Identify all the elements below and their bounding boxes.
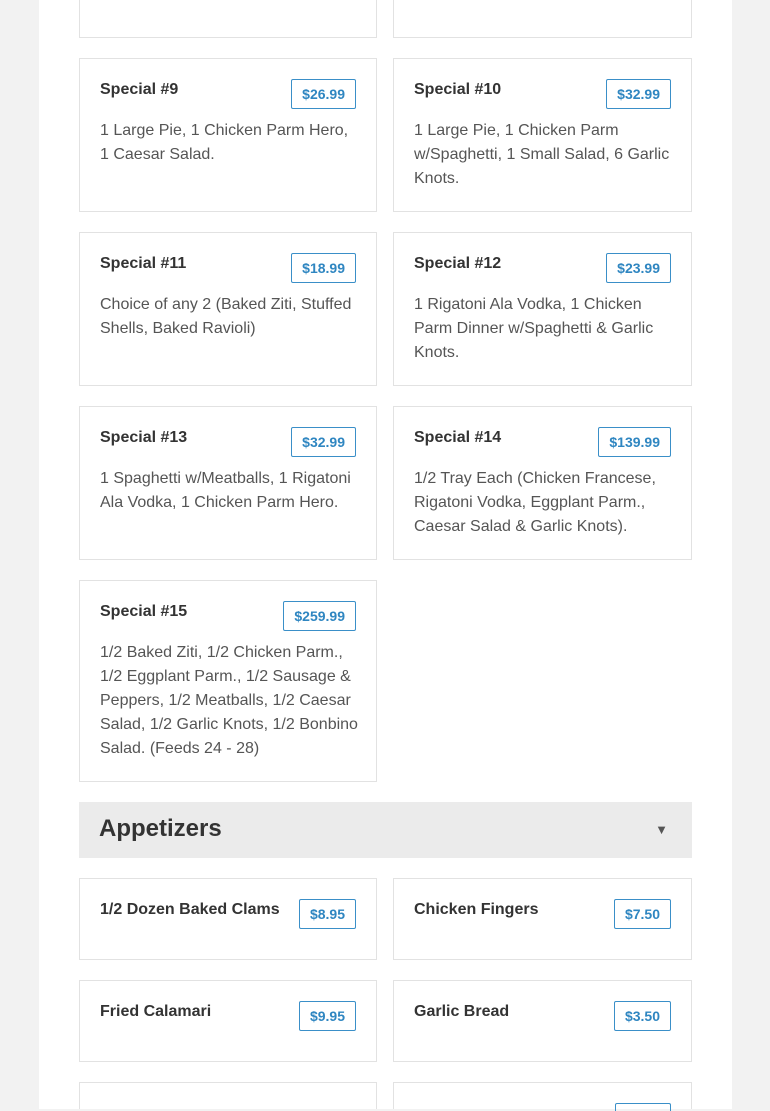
menu-item-card[interactable] bbox=[393, 878, 692, 960]
item-description: 1 Rigatoni Ala Vodka, 1 Chicken Parm Dinner w/Spaghetti & Garlic Knots. bbox=[414, 296, 654, 361]
menu-item-card[interactable] bbox=[393, 406, 692, 560]
menu-item-card[interactable] bbox=[393, 0, 692, 38]
section-title: Appetizers bbox=[99, 815, 222, 842]
item-name: Special #15 bbox=[100, 603, 188, 620]
item-description: 1/2 Tray Each (Chicken Francese, Rigatoni Vodka, Eggplant Parm., Caesar Salad & Garlic Knots). bbox=[414, 470, 656, 535]
menu-item-card[interactable] bbox=[79, 0, 377, 38]
item-description bbox=[100, 0, 280, 5]
item-description: Choice of any 2 (Baked Ziti, Stuffed Shells, Baked Ravioli) bbox=[100, 296, 352, 337]
price-button[interactable]: $7.50 bbox=[614, 899, 671, 929]
chevron-down-icon[interactable]: ▼ bbox=[655, 822, 668, 837]
price-button[interactable]: $26.99 bbox=[291, 79, 356, 109]
menu-item-card[interactable] bbox=[79, 878, 377, 960]
price-button[interactable] bbox=[615, 1103, 671, 1111]
menu-item-card[interactable] bbox=[393, 232, 692, 386]
price-button[interactable]: $32.99 bbox=[606, 79, 671, 109]
section-header-appetizers[interactable] bbox=[79, 802, 692, 858]
item-name: Special #14 bbox=[414, 429, 502, 446]
price-button[interactable]: $18.99 bbox=[291, 253, 356, 283]
menu-item-card[interactable] bbox=[393, 980, 692, 1062]
item-name: Special #12 bbox=[414, 255, 502, 272]
item-description: 1 Large Pie, 1 Chicken Parm Hero, 1 Caesar Salad. bbox=[100, 122, 349, 163]
menu-item-card[interactable] bbox=[79, 406, 377, 560]
item-name: Special #10 bbox=[414, 81, 502, 98]
item-name: Special #11 bbox=[100, 255, 187, 272]
price-button[interactable]: $23.99 bbox=[606, 253, 671, 283]
item-name: Special #13 bbox=[100, 429, 188, 446]
item-description bbox=[414, 0, 456, 5]
item-description: 1 Spaghetti w/Meatballs, 1 Rigatoni Ala Vodka, 1 Chicken Parm Hero. bbox=[100, 470, 351, 511]
price-button[interactable]: $8.95 bbox=[299, 899, 356, 929]
price-button[interactable]: $139.99 bbox=[598, 427, 671, 457]
item-name: Garlic Bread bbox=[414, 1003, 510, 1020]
menu-item-card[interactable] bbox=[79, 1082, 377, 1109]
price-button[interactable]: $3.50 bbox=[614, 1001, 671, 1031]
price-button[interactable]: $259.99 bbox=[283, 601, 356, 631]
menu-item-card[interactable] bbox=[393, 1082, 692, 1109]
menu-item-card[interactable] bbox=[79, 232, 377, 386]
item-name: Chicken Fingers bbox=[414, 901, 539, 918]
item-name: 1/2 Dozen Baked Clams bbox=[100, 901, 280, 918]
menu-item-card[interactable] bbox=[79, 980, 377, 1062]
menu-item-card[interactable] bbox=[79, 580, 377, 782]
menu-item-card[interactable] bbox=[393, 58, 692, 212]
price-button[interactable]: $9.95 bbox=[299, 1001, 356, 1031]
item-description: 1/2 Baked Ziti, 1/2 Chicken Parm., 1/2 Eggplant Parm., 1/2 Sausage & Peppers, 1/2 Meatballs, 1/2 Caesar Salad, 1/2 Garlic Knots, 1/2 Bonbino Salad. (Feeds 24 - 28) bbox=[100, 644, 358, 757]
item-name: Fried Calamari bbox=[100, 1003, 212, 1020]
price-button[interactable]: $32.99 bbox=[291, 427, 356, 457]
item-name: Special #9 bbox=[100, 81, 179, 98]
item-description: 1 Large Pie, 1 Chicken Parm w/Spaghetti, 1 Small Salad, 6 Garlic Knots. bbox=[414, 122, 670, 187]
menu-item-card[interactable] bbox=[79, 58, 377, 212]
